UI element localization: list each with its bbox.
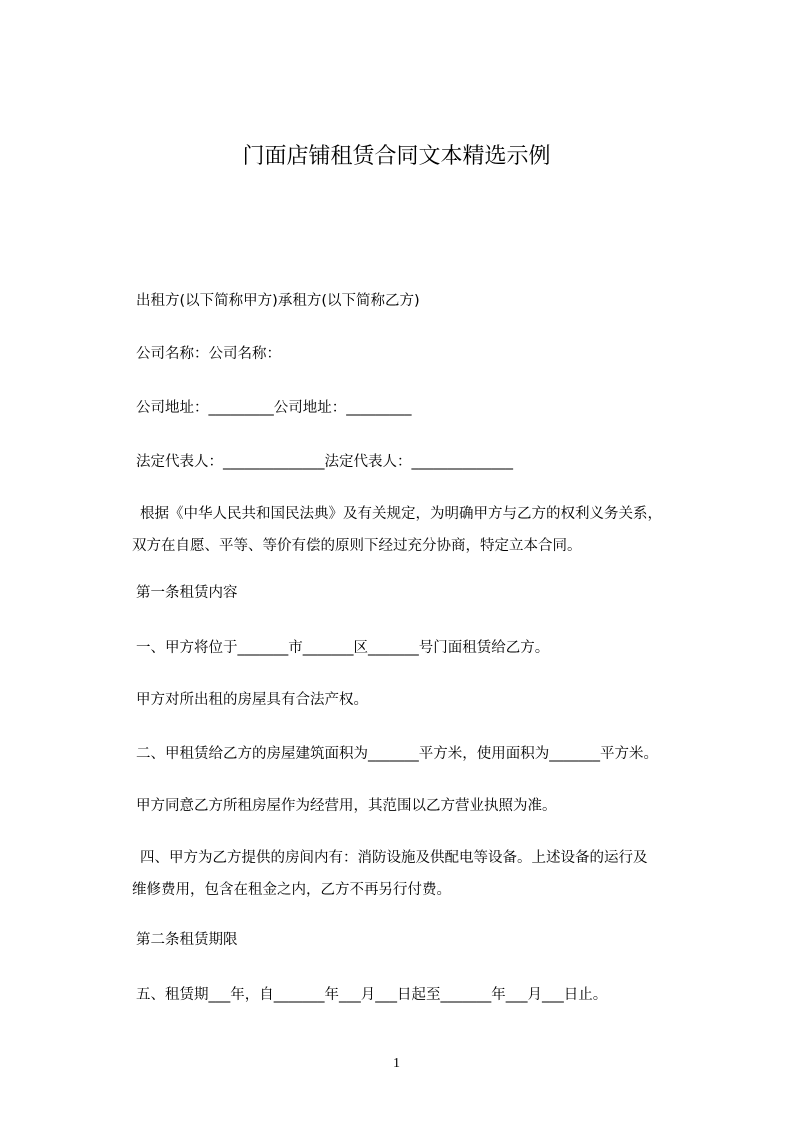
preamble-line-2: 双方在自愿、平等、等价有偿的原则下经过充分协商，特定立本合同。 [132,538,582,554]
preamble-paragraph [132,498,702,562]
article-2-heading: 第二条租赁期限 [136,932,238,948]
legal-representative-line: 法定代表人：______________法定代表人：______________ [136,454,513,470]
page-number: 1 [393,1056,400,1071]
item-2-line: 二、甲租赁给乙方的房屋建筑面积为_______平方米，使用面积为_______平方米。 [136,746,658,762]
article-1-heading: 第一条租赁内容 [136,585,238,601]
document-title: 门面店铺租赁合同文本精选示例 [242,144,551,169]
item-1-line: 一、甲方将位于_______市_______区_______号门面租赁给乙方。 [136,640,550,656]
parties-line: 出租方(以下简称甲方)承租方(以下简称乙方) [136,293,420,309]
company-address-line: 公司地址：_________公司地址：_________ [136,400,412,416]
item-4-line-2: 维修费用，包含在租金之内，乙方不再另行付费。 [132,882,451,898]
ownership-line: 甲方对所出租的房屋具有合法产权。 [136,692,368,708]
usage-line: 甲方同意乙方所租房屋作为经营用，其范围以乙方营业执照为准。 [136,798,557,814]
item-5-line: 五、租赁期___年，自_______年___月___日起至_______年___月___日止。 [136,987,608,1003]
item-4-line-1: 四、甲方为乙方提供的房间内有：消防设施及供配电等设备。上述设备的运行及 [140,850,648,866]
preamble-line-1: 根据《中华人民共和国民法典》及有关规定，为明确甲方与乙方的权利义务关系， [140,506,662,522]
company-name-line: 公司名称：公司名称： [136,346,281,362]
item-4-paragraph [132,842,702,906]
